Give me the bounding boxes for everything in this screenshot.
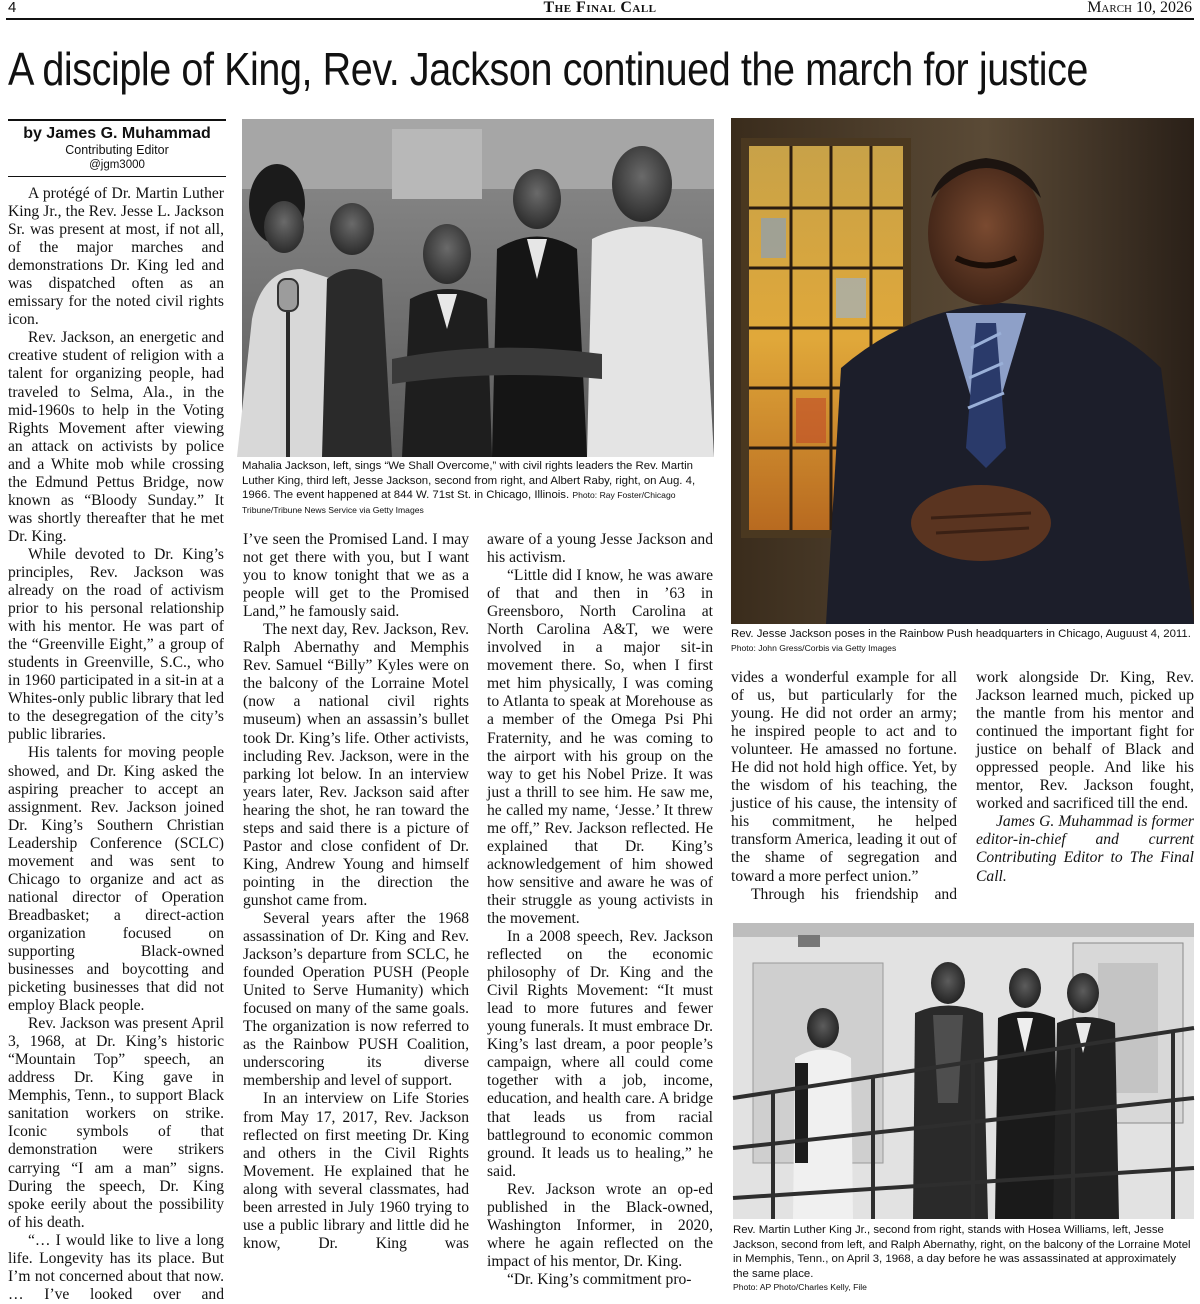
paragraph: Rev. Jackson wrote an op-ed published in the Black-owned, Washington Informer, in 2020, where he again reflected on the impact of his mentor, Dr. King. — [487, 1180, 713, 1270]
headline: A disciple of King, Rev. Jackson continued the march for justice — [8, 43, 1088, 95]
caption-lorraine-motel — [733, 1223, 1194, 1293]
paragraph: Rev. Jackson was present April 3, 1968, at Dr. King’s historic “Mountain Top” speech, an address Dr. King gave in Memphis, Tenn., to support Black sanitation workers on strike. Iconic symbols of that demonstration were strikers carrying “I am a man” signs. During the speech, Dr. King spoke eerily about the possibility of his death. — [8, 1015, 224, 1231]
byline-rule-bottom — [8, 176, 226, 177]
photo-lorraine-motel-balcony — [733, 923, 1194, 1219]
newspaper-name: The Final Call — [543, 0, 657, 16]
byline-role: Contributing Editor — [65, 143, 169, 157]
byline-rule-top — [8, 119, 226, 121]
page-number: 4 — [8, 0, 17, 16]
byline-author: by James G. Muhammad — [23, 125, 211, 142]
paragraph: A protégé of Dr. Martin Luther King Jr., the Rev. Jesse L. Jackson Sr. was present at most, if not all, of the major marches and demonstrations Dr. King led and was dispatched often as an emissary for the noted civil rights icon. — [8, 185, 224, 329]
paragraph: aware of a young Jesse Jackson and his activism. — [487, 531, 713, 567]
photo-we-shall-overcome-image — [242, 119, 714, 457]
paragraph: vides a wonderful example for all of us, but particularly for the young. He did not order an army; he inspired people to act and to volunteer. He amassed no fortune. He did not hold high office. Yet, by the wisdom of his teaching, the justice of his cause, the intensity of his commitment, he helped transform America, leading it out of the shame of segregation and toward a more perfect union.” — [731, 669, 957, 885]
caption-text: Mahalia Jackson, left, sings “We Shall Overcome,” with civil rights leaders the Rev. Martin Luther King, third left, Jesse Jackson, second from right, and Albert Raby, right, on Aug. 4, 1966. The event happened at 844 W. 71st St. in Chicago, Illinois. — [242, 460, 696, 501]
paragraph: His talents for moving people showed, and Dr. King asked the aspiring preacher to accept an assignment. Rev. Jackson joined Dr. King’s Southern Christian Leadership Conference (SCLC) movement and was sent to Chicago to organize and act as national director of Operation Breadbasket; a direct-action organization focused on supporting Black-owned businesses and boycotting and picketing businesses that did not employ Black people. — [8, 744, 224, 1015]
paragraph: Through his friendship and — [751, 885, 957, 903]
caption-text: Rev. Martin Luther King Jr., second from right, stands with Hosea Williams, left, Jesse Jackson, second from left, and Ralph Abernathy, right, on the balcony of the Lorraine Motel in Memphis, Tenn., on April 3, 1968, a day before he was assassinated at approximately the same place. — [733, 1224, 1191, 1280]
photo-lorraine-motel-balcony-image — [733, 923, 1194, 1219]
photo-we-shall-overcome — [242, 119, 714, 457]
photo-credit: Photo: Ray Foster/Chicago Tribune/Tribune News Service via Getty Images — [242, 490, 676, 515]
paragraph: The next day, Rev. Jackson, Rev. Ralph Abernathy and Memphis Rev. Samuel “Billy” Kyles were on the balcony of the Lorraine Motel (now a national civil rights museum) when an assassin’s bullet took Dr. King’s life. Other activists, including Rev. Jackson, were in the parking lot below. In an interview years later, Rev. Jackson said after hearing the shot, he ran toward the steps and said there is a picture of Pastor and close confident of Dr. King, Andrew Young and himself pointing in the direction the gunshot came from. — [243, 621, 469, 909]
paragraph: I’ve seen the Promised Land. I may not get there with you, but I want you to know tonight that we as a people will get to the Promised Land,” he famously said. — [243, 531, 469, 621]
paragraph: Rev. Jackson, an energetic and creative student of religion with a talent for organizing people, had traveled to Selma, Ala., in the mid-1960s to help in the Voting Rights Movement after viewing an attack on activists by police and a White mob while crossing the Edmund Pettus Bridge, now known as “Bloody Sunday.” It was shortly thereafter that he met Dr. King. — [8, 329, 224, 545]
paragraph: In an interview on Life Stories from May 17, 2017, Rev. Jackson reflected on first meeting Dr. King and others in the Civil Rights Movement. He explained that he along with several classmates, had been arrested in July 1960 trying to use a public library and little did he know, Dr. King was — [243, 1090, 469, 1252]
paragraph: “… I would like to live a long life. Longevity has its place. But I’m not concerned about that now. … I’ve looked over and — [8, 1231, 224, 1303]
paragraph: Several years after the 1968 assassination of Dr. King and Rev. Jackson’s departure from SCLC, he founded Operation PUSH (People United to Serve Humanity) which focused on many of the same goals. The organization is now referred to as the Rainbow PUSH Coalition, underscoring its diverse membership and level of support. — [243, 909, 469, 1090]
article-column-4 — [731, 669, 957, 909]
caption-we-shall-overcome — [242, 459, 714, 517]
article-column-5 — [976, 669, 1194, 909]
byline — [8, 124, 226, 173]
photo-credit: Photo: AP Photo/Charles Kelly, File — [733, 1282, 867, 1292]
photo-credit: Photo: John Gress/Corbis via Getty Images — [731, 642, 897, 653]
article-column-1 — [8, 185, 224, 1303]
header-rule — [6, 18, 1194, 20]
photo-jesse-jackson-portrait — [731, 118, 1194, 624]
article-column-3 — [487, 531, 713, 1293]
photo-jesse-jackson-portrait-image — [731, 118, 1194, 624]
caption-text: Rev. Jesse Jackson poses in the Rainbow Push headquarters in Chicago, Auguust 4, 2011. — [731, 628, 1191, 640]
paragraph: In a 2008 speech, Rev. Jackson reflected on the economic philosophy of Dr. King and the Civil Rights Movement: “It must lead to more futures and fewer young funerals. It must embrace Dr. King’s last dream, a poor people’s campaign, where all could come together with a job, income, education, and health care. A bridge that leads us from racial battleground to economic common ground. It leads us to healing,” he said. — [487, 928, 713, 1180]
paragraph: While devoted to Dr. King’s principles, Rev. Jackson was already on the road of activism prior to his personal relationship with his mentor. He was part of the “Greenville Eight,” a group of students in Greenville, S.C., who in 1960 participated in a sit-in at a Whites-only public library that led to the desegregation of the city’s public libraries. — [8, 545, 224, 744]
paragraph: “Dr. King’s commitment pro- — [507, 1270, 692, 1288]
author-bio: James G. Muhammad is former editor-in-chief and current Contributing Editor to The Final Call. — [976, 813, 1194, 885]
caption-jesse-jackson-portrait — [731, 627, 1194, 654]
paragraph: work alongside Dr. King, Rev. Jackson learned much, picked up the mantle from his mentor and continued the important fight for justice on behalf of Black and oppressed people. And like his mentor, Rev. Jackson fought, worked and sacrificed till the end. — [976, 669, 1194, 813]
paragraph: “Little did I know, he was aware of that and then in ’63 in Greensboro, North Carolina at North Carolina A&T, we were involved in a major sit-in movement there. So, when I first met him physically, I was coming to Atlanta to speak at Morehouse as a member of the Omega Psi Phi Fraternity, and he was coming to the airport with his group on the way to get his Nobel Prize. It was just a thrill to see him. He saw me, he called my name, ‘Jesse.’ It threw me off,” Rev. Jackson reflected. He explained that Dr. King’s acknowledgement of him showed how sensitive and aware he was of their struggle as young activists in the movement. — [487, 567, 713, 927]
byline-handle: @jgm3000 — [89, 159, 145, 171]
article-column-2 — [243, 531, 469, 1293]
issue-date: March 10, 2026 — [1087, 0, 1192, 16]
